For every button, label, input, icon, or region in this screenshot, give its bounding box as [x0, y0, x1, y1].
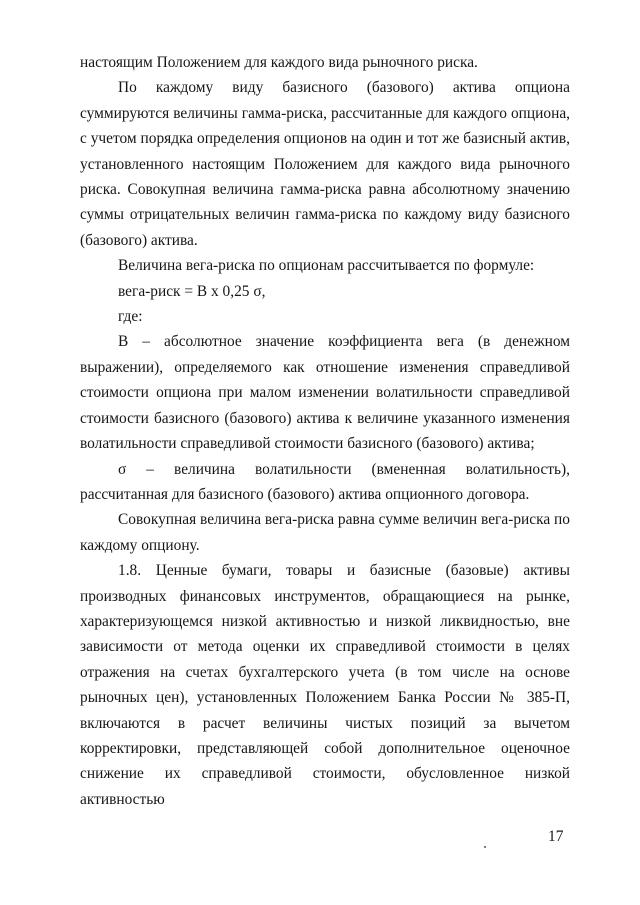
vega-formula: вега-риск = В х 0,25 σ, — [118, 282, 266, 300]
document-body — [80, 50, 570, 812]
page-number: 17 — [548, 828, 564, 845]
definition-b: В – абсолютное значение коэффициента вега (в денежном выражении), определяемого как отношение изменения справедливой стоимости опциона при малом изменении волатильности справедливой стоимости базисного (базового) актива к величине указанного изменения волатильности справедливой стоимости базисного (базового) актива; — [80, 333, 570, 453]
definition-sigma: σ – величина волатильности (вмененная волатильность), рассчитанная для базисного (базового) актива опционного договора. — [80, 460, 570, 503]
paragraph-total-vega: Совокупная величина вега-риска равна сумме величин вега-риска по каждому опциону. — [80, 511, 570, 554]
paragraph-vega-intro: Величина вега-риска по опционам рассчитывается по формуле: — [118, 257, 535, 275]
paragraph-where: где: — [118, 308, 143, 326]
paragraph-continuation: настоящим Положением для каждого вида рыночного риска. — [80, 54, 478, 71]
paragraph-section-1-8: 1.8. Ценные бумаги, товары и базисные (базовые) активы производных финансовых инструментов, обращающиеся на рынке, характеризующемся низкой активностью и низкой ликвидностью, вне зависимости от метода оценки их справедливой стоимости в целях отражения на счетах бухгалтерского учета (в том числе на основе рыночных цен), установленных Положением Банка России № 385-П, включаются в расчет величины чистых позиций за вычетом корректировки, представляющей собой дополнительное оценочное снижение их справедливой стоимости, обусловленное низкой активностью — [80, 562, 570, 808]
scan-speck — [484, 846, 486, 848]
paragraph-gamma-risk: По каждому виду базисного (базового) актива опциона суммируются величины гамма-риска, рассчитанные для каждого опциона, с учетом порядка определения опционов на один и тот же базисный актив, установленного настоящим Положением для каждого вида рыночного риска. Совокупная величина гамма-риска равна абсолютному значению суммы отрицательных величин гамма-риска по каждому виду базисного (базового) актива. — [80, 79, 570, 249]
